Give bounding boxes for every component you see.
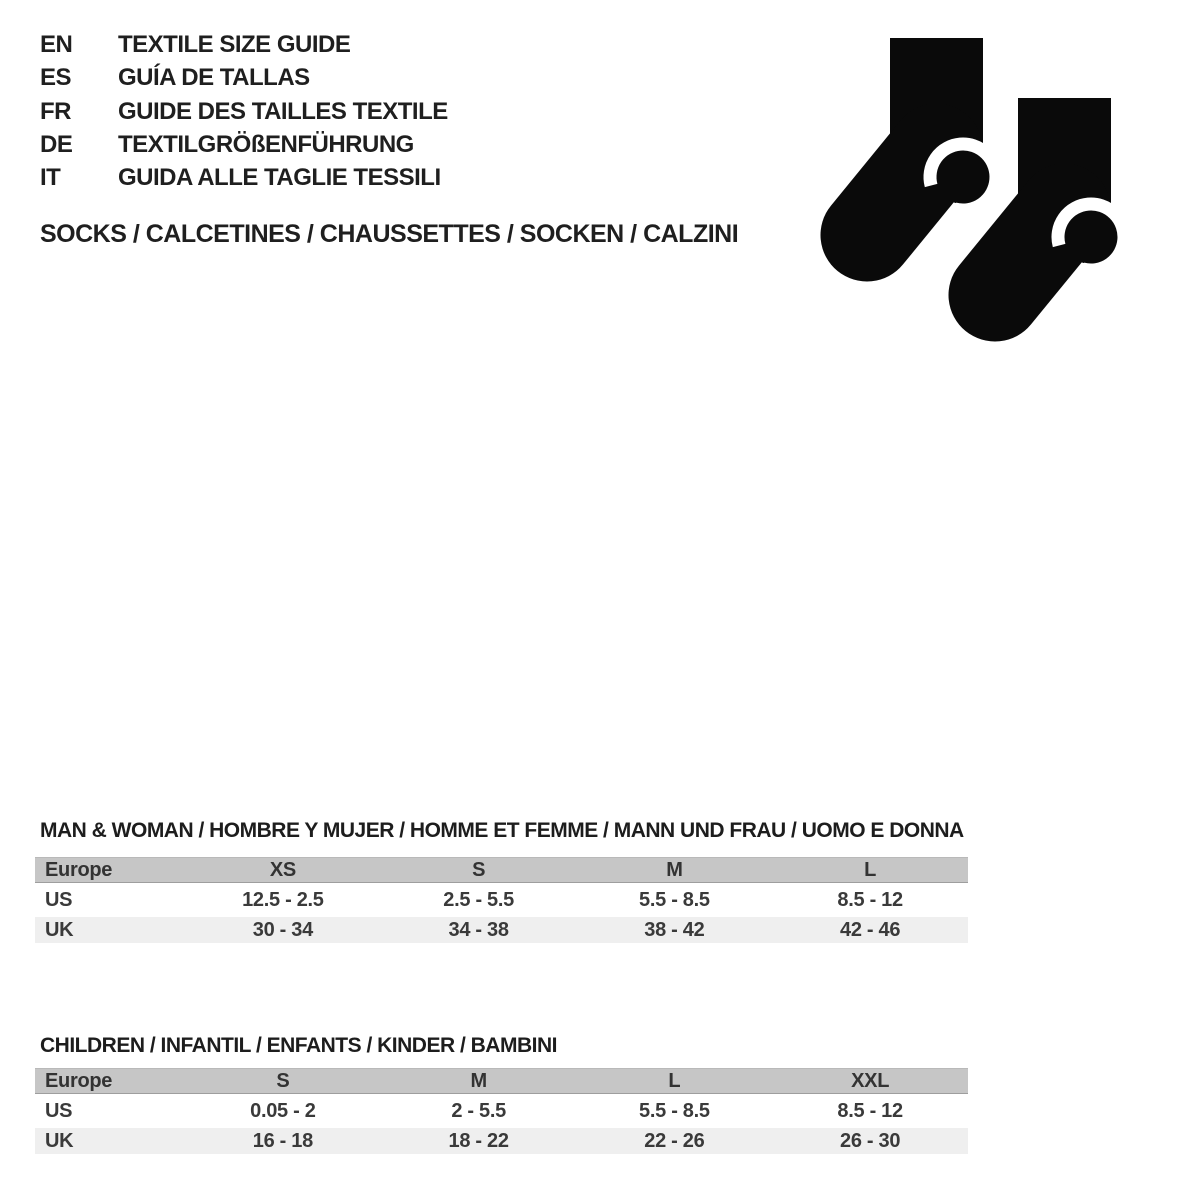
size-value: 30 - 34 [185,917,381,947]
table-header-row [35,857,968,887]
size-table-children [35,1033,968,1158]
col-header-size: L [772,857,968,887]
lang-label: TEXTILGRÖßENFÜHRUNG [118,130,414,158]
lang-label: TEXTILE SIZE GUIDE [118,31,351,58]
language-title-block [40,28,448,194]
table-row-uk [35,917,968,947]
category-line: SOCKS / CALCETINES / CHAUSSETTES / SOCKEN / CALZINI [40,220,739,248]
size-value: 26 - 30 [772,1128,968,1158]
col-header-size: M [381,1068,577,1098]
lang-code: FR [40,97,71,125]
col-header-size: M [577,857,773,887]
row-label: US [35,887,185,917]
lang-label: GUÍA DE TALLAS [118,64,310,92]
table-header-row [35,1068,968,1098]
adults-table-title: MAN & WOMAN / HOMBRE Y MUJER / HOMME ET FEMME / MANN UND FRAU / UOMO E DONNA [40,819,964,842]
col-header-region: Europe [35,857,185,887]
col-header-size: XXL [772,1068,968,1098]
size-value: 0.05 - 2 [185,1098,381,1128]
table-row-us [35,887,968,917]
table-row-us [35,1098,968,1128]
lang-code: IT [40,164,61,192]
row-label: US [35,1098,185,1128]
row-label: UK [35,1128,185,1158]
col-header-size: L [577,1068,773,1098]
lang-row-de [40,128,448,161]
col-header-size: S [381,857,577,887]
size-value: 18 - 22 [381,1128,577,1158]
size-value: 2.5 - 5.5 [381,887,577,917]
size-value: 34 - 38 [381,917,577,947]
adults-size-table [35,857,968,947]
lang-row-es [40,61,448,94]
size-value: 38 - 42 [577,917,773,947]
size-value: 42 - 46 [772,917,968,947]
lang-code: EN [40,31,73,58]
children-size-table [35,1068,968,1158]
size-value: 8.5 - 12 [772,1098,968,1128]
col-header-region: Europe [35,1068,185,1098]
size-value: 5.5 - 8.5 [577,887,773,917]
size-value: 5.5 - 8.5 [577,1098,773,1128]
lang-label: GUIDA ALLE TAGLIE TESSILI [118,164,441,192]
lang-label: GUIDE DES TAILLES TEXTILE [118,97,448,125]
size-value: 12.5 - 2.5 [185,887,381,917]
size-value: 16 - 18 [185,1128,381,1158]
socks-icon [800,20,1120,350]
lang-row-fr [40,95,448,128]
row-label: UK [35,917,185,947]
size-table-adults [35,818,968,947]
children-table-title: CHILDREN / INFANTIL / ENFANTS / KINDER / BAMBINI [40,1034,557,1057]
lang-row-en [40,28,448,61]
lang-row-it [40,161,448,194]
col-header-size: XS [185,857,381,887]
lang-code: ES [40,64,72,92]
lang-code: DE [40,130,73,158]
size-value: 22 - 26 [577,1128,773,1158]
size-value: 8.5 - 12 [772,887,968,917]
table-row-uk [35,1128,968,1158]
col-header-size: S [185,1068,381,1098]
size-value: 2 - 5.5 [381,1098,577,1128]
